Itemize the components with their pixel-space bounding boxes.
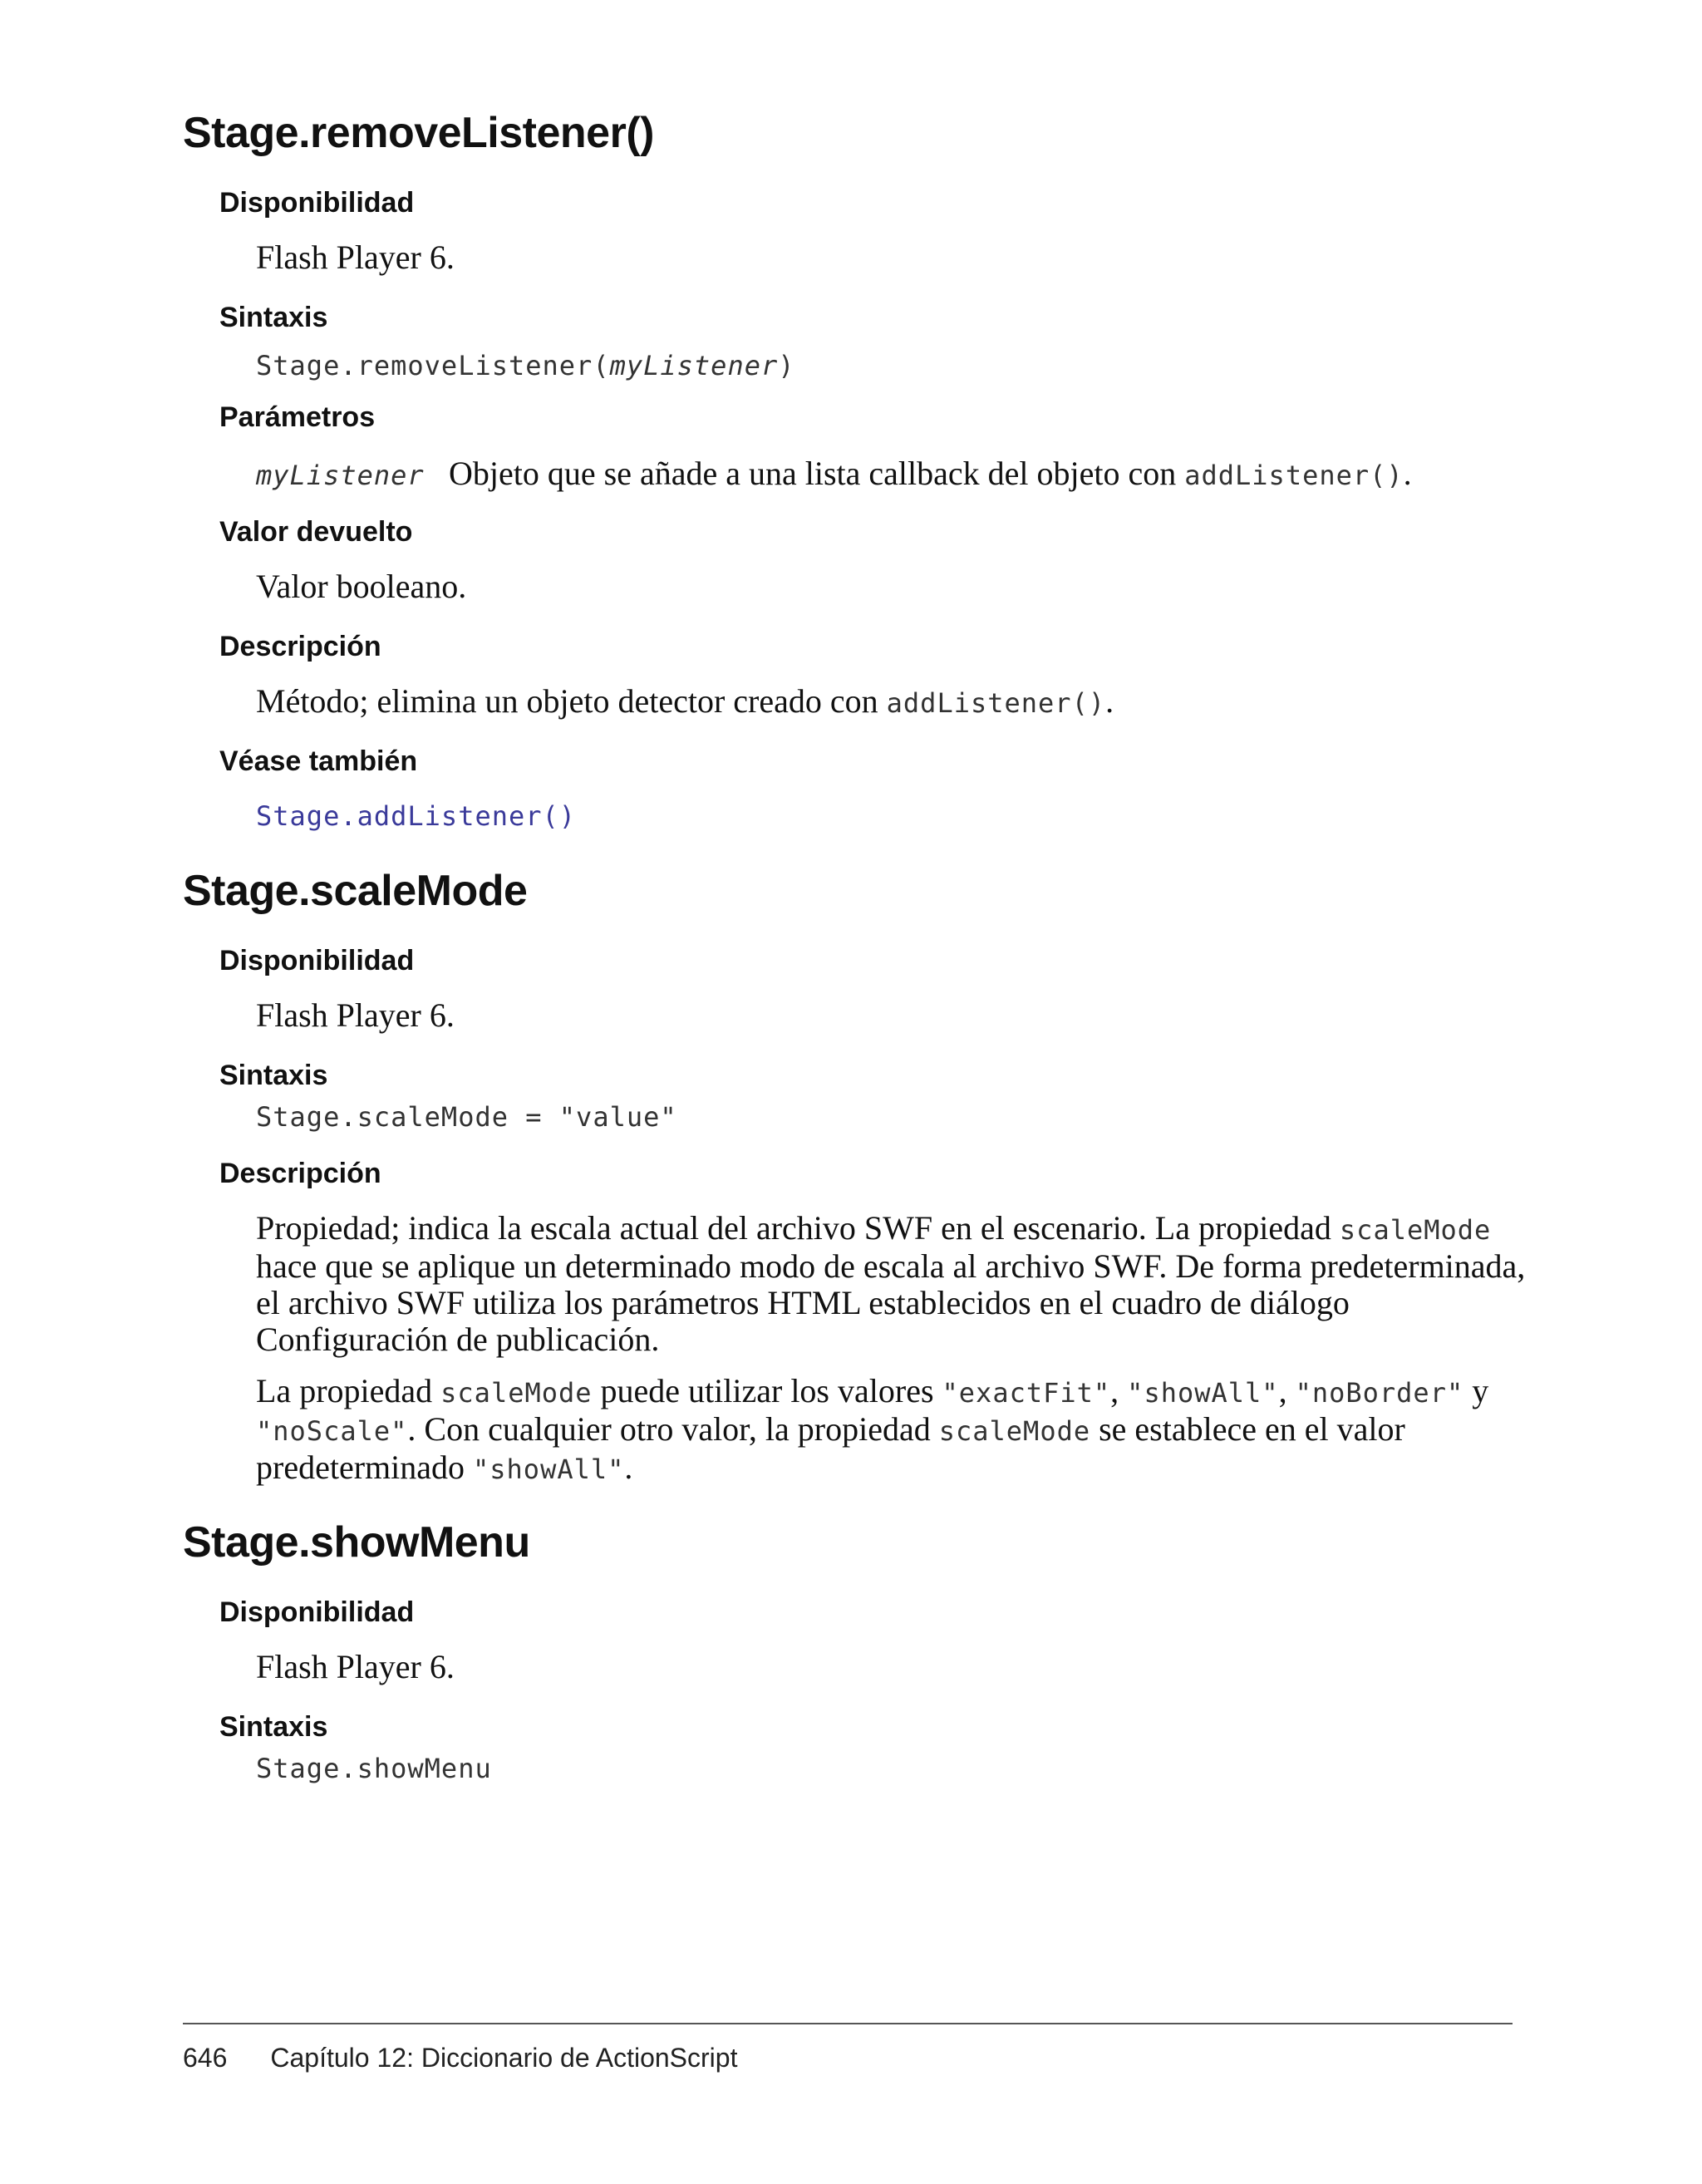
syntax-code-prefix: Stage.removeListener( [256,350,610,381]
desc-p2-code-1: scaleMode [440,1377,593,1409]
desc-p2-text-e: se establece en el valor predeterminado [256,1410,1405,1486]
parameter-code: addListener() [1184,460,1404,491]
syntax-code: Stage.showMenu [256,1753,492,1784]
desc-p1-code: scaleMode [1339,1214,1492,1246]
description-paragraph-2 [256,1373,1527,1488]
description-text [256,683,1114,721]
return-value-text: Valor booleano. [256,568,467,605]
syntax-code-suffix: ) [778,350,795,381]
desc-p2-code-5: "noScale" [256,1415,408,1447]
desc-p2-code-3: "showAll" [1127,1377,1279,1409]
parameter-desc: Objeto que se añade a una lista callback del objeto con [449,455,1177,492]
desc-p2-text-f: . [624,1449,633,1486]
page-footer [183,2041,737,2074]
see-also-heading: Véase también [219,745,418,777]
desc-p2-code-2: "exactFit" [942,1377,1111,1409]
availability-text: Flash Player 6. [256,996,455,1034]
see-also-link-add-listener[interactable]: Stage.addListener() [256,800,577,832]
availability-text: Flash Player 6. [256,239,455,276]
section-title-show-menu: Stage.showMenu [183,1518,530,1567]
description-heading: Descripción [219,1158,381,1189]
description-code: addListener() [886,687,1106,719]
parameters-heading: Parámetros [219,401,376,433]
chapter-title: Capítulo 12: Diccionario de ActionScript [270,2043,738,2073]
syntax-code: Stage.scaleMode = "value" [256,1101,677,1133]
desc-p2-sep-1: , [1110,1372,1119,1409]
desc-p2-code-6: scaleMode [938,1415,1091,1447]
desc-p2-text-c: y [1472,1372,1489,1409]
syntax-heading: Sintaxis [219,1060,328,1091]
parameter-end: . [1403,455,1412,492]
availability-text: Flash Player 6. [256,1648,455,1685]
syntax-heading: Sintaxis [219,1711,328,1743]
description-heading: Descripción [219,631,381,662]
desc-p2-code-7: "showAll" [473,1454,625,1485]
desc-p2-text-d: . Con cualquier otro valor, la propiedad [407,1410,931,1448]
description-paragraph-1 [256,1210,1527,1358]
footer-divider [183,2023,1513,2024]
syntax-code [256,349,795,382]
desc-p2-text-a: La propiedad [256,1372,433,1409]
desc-p1-text-b: hace que se aplique un determinado modo de escala al archivo SWF. De forma predeterminada, el archivo SWF utiliza los parámetros HTML establecidos en el cuadro de diálogo Configuración de publicación. [256,1247,1526,1358]
availability-heading: Disponibilidad [219,945,415,976]
return-value-heading: Valor devuelto [219,516,413,548]
section-title-scale-mode: Stage.scaleMode [183,867,528,915]
desc-p1-text-a: Propiedad; indica la escala actual del archivo SWF en el escenario. La propiedad [256,1209,1331,1247]
availability-heading: Disponibilidad [219,187,415,219]
section-title-remove-listener: Stage.removeListener() [183,109,654,157]
page-number: 646 [183,2043,228,2073]
description-end: . [1105,682,1114,720]
description-body: Método; elimina un objeto detector creado con [256,682,878,720]
syntax-heading: Sintaxis [219,302,328,333]
syntax-code-param: myListener [609,350,779,381]
desc-p2-text-b: puede utilizar los valores [600,1372,934,1409]
desc-p2-sep-2: , [1278,1372,1287,1409]
desc-p2-code-4: "noBorder" [1295,1377,1464,1409]
parameter-name: myListener [256,460,425,491]
parameter-row [256,455,1412,494]
availability-heading: Disponibilidad [219,1596,415,1628]
